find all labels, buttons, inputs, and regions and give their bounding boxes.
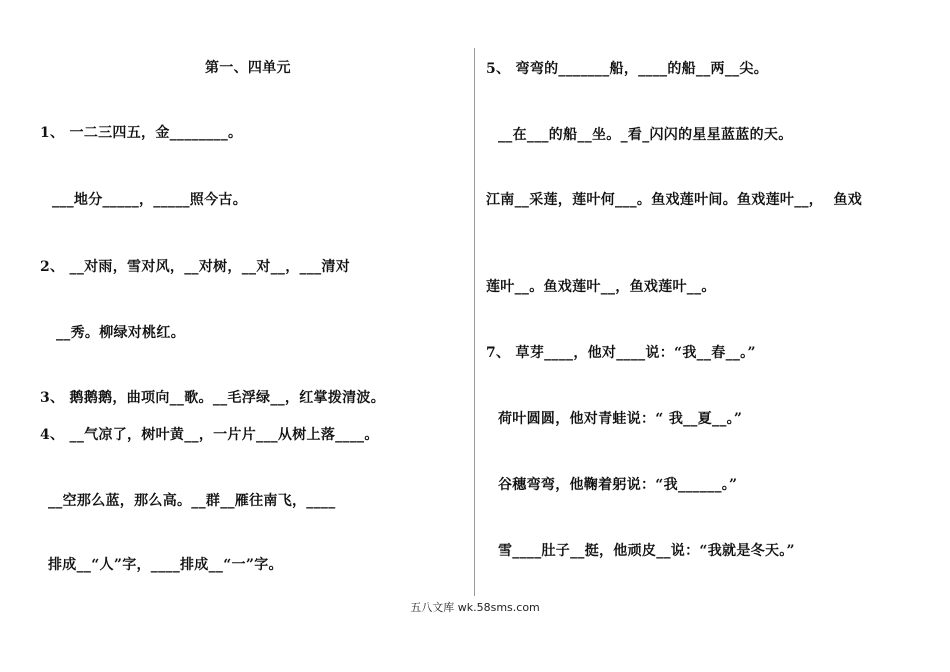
left-line-6: 4、 __气凉了，树叶黄__，一片片___从树上落____。	[40, 427, 379, 443]
footer-watermark: 五八文库 wk.58sms.com	[410, 601, 540, 614]
left-line-7: __空那么蓝，那么高。__群__雁往南飞，____	[48, 493, 336, 509]
right-line-1: 5、 弯弯的_______船，____的船__两__尖。	[486, 61, 769, 77]
right-line-4: 莲叶__。鱼戏莲叶__，鱼戏莲叶__。	[486, 279, 716, 295]
right-line-8: 雪____肚子__挺，他顽皮__说：“我就是冬天。”	[498, 543, 795, 559]
left-line-4: __秀。柳绿对桃红。	[56, 325, 185, 341]
left-line-3: 2、 __对雨，雪对风，__对树，__对__，___清对	[40, 259, 351, 275]
left-line-2: ___地分_____，_____照今古。	[52, 192, 247, 208]
unit-title: 第一、四单元	[205, 60, 291, 76]
right-line-7: 谷穗弯弯，他鞠着躬说：“我______。”	[498, 477, 738, 493]
right-line-6: 荷叶圆圆，他对青蛙说：“ 我__夏__。”	[498, 411, 743, 427]
right-line-2: __在___的船__坐。_看_闪闪的星星蓝蓝的天。	[498, 127, 793, 143]
right-line-5: 7、 草芽____，他对____说：“我__春__。”	[486, 345, 756, 361]
column-divider	[474, 48, 475, 596]
left-line-8: 排成__“人”字，____排成__“一”字。	[48, 557, 283, 573]
left-line-1: 1、 一二三四五，金________。	[40, 125, 243, 141]
left-line-5: 3、 鹅鹅鹅，曲项向__歌。__毛浮绿__，红掌拨清波。	[40, 390, 386, 406]
right-line-3: 江南__采莲，莲叶何___。鱼戏莲叶间。鱼戏莲叶__， 鱼戏	[486, 192, 863, 208]
